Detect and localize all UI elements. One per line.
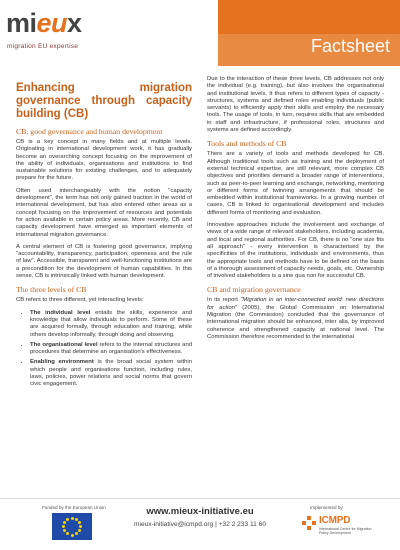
- list-item: • The organisational level refers to the internal structures and procedures that determine an organisation's effectiveness.: [30, 342, 192, 357]
- eu-star: [78, 529, 81, 532]
- paragraph: CB refers to three different, yet interacting levels:: [16, 297, 144, 304]
- section-heading-tools: Tools and methods of CB: [207, 139, 287, 149]
- icmpd-mark-icon: [302, 516, 316, 530]
- paragraph: Innovative approaches include the involvement and exchange of views of a wide range of relevant stakeholders, including academia, and local and regional authorities. For CB, there is no "one size fits all approach" - every intervention is characterised by the specificities of the institutions, individuals and environments, thus the appropriate tools and methods have to be defined on the basis of a thorough assessment of capacity needs, goals, etc. Ownership of involved stakeholders is a sine qua non for successful CB.: [207, 222, 384, 280]
- paragraph: Often used interchangeably with the notion "capacity development", the term has not only gained traction in the world of international development, but has also entered other areas as a concept focusing on the improvement of resources and potentials for action available in certain policy areas. More recently, CB and capacity development have emerged as important elements of international migration governance.: [16, 187, 192, 238]
- eu-star: [66, 532, 69, 535]
- logo-subtitle: migration EU expertise: [7, 43, 79, 50]
- eu-star: [75, 532, 78, 535]
- icmpd-logo: ICMPD International Centre for Migration Policy Development: [302, 514, 382, 542]
- implemented-by-label: Implemented by: [310, 505, 343, 510]
- right-column: [207, 76, 384, 346]
- eu-star: [71, 534, 74, 537]
- levels-list: [30, 310, 192, 389]
- page-title: Enhancing migration governance through capacity building (CB): [16, 82, 192, 120]
- footer-divider: [0, 498, 400, 499]
- section-heading-migration-governance: CB and migration governance: [207, 285, 301, 295]
- section-heading-cb-governance: CB, good governance and human development: [16, 127, 163, 136]
- list-item: • The individual level entails the skills, experience and knowledge that allow individuals to perform. Some of these are acquired formally, through education and training, while others develop informally, through doing and observing.: [30, 310, 192, 339]
- list-item: • Enabling environment is the broad social system within which people and organisations function, including rules, laws, policies, power relations and social norms that govern civic engagement.: [30, 359, 192, 388]
- paragraph: In its report "Migration in an inter-connected world: new directions for action" (2005), the Global Commission on International Migration (the Commission) concluded that the governance of international migration should be enhanced, inter alia, by improved coherence and strengthened capacity at national level. The Commission therefore recommended to the international: [207, 297, 384, 340]
- mieux-logo: mieux: [6, 8, 82, 38]
- funded-by-label: Funded by the European Union: [42, 505, 106, 510]
- website-link[interactable]: www.mieux-initiative.eu: [146, 506, 254, 517]
- paragraph: Due to the interaction of these three levels, CB addresses not only the individual (e.g. training), but also involves the organisational and institutional levels. It thus refers to different types of capacity - structures, systems and defined roles enabling individuals (public servants) to efficiently apply their skills and employ the necessary tools. The usage of tools, in turn, requires skills that are embedded in staff and infrastructure, if professional roles, structures and systems are defined accordingly.: [207, 76, 384, 134]
- contact-info: mieux-initiative@icmpd.org | +32 2 233 11 60: [134, 521, 266, 528]
- paragraph: CB is a key concept in many fields and at multiple levels. Originating in international development work, it has gradually become an overarching concept focusing on the improvement of the ability of individuals, organisations and institutions to find sustainable solutions for existing challenges, and to adequately prepare for the future.: [16, 139, 192, 182]
- section-heading-three-levels: The three levels of CB: [16, 285, 87, 295]
- header: [0, 0, 400, 66]
- left-column: [16, 82, 192, 392]
- paragraph: A central element of CB is fostering good governance, implying "accountability, transparency, participation, openness and the rule of law". Accessible, transparent and well-functioning institutions are a precondition for the development of human capabilities. In this sense, CB is intrinsically linked with human development.: [16, 243, 192, 280]
- paragraph: There are a variety of tools and methods developed for CB. Although traditional tools such as training and the deployment of external technical expertise, are still relevant, more complex CB objectives and priorities demand a broader range of interventions, such as peer-to-peer learning and exchange, networking, mentoring or different forms of twinning arrangements that should be embedded within institutional frameworks. In a growing number of cases, CB is linked to organisational development and includes different forms of monitoring and evaluation.: [207, 151, 384, 216]
- banner-title: Factsheet: [310, 36, 390, 56]
- factsheet-banner: [218, 0, 400, 66]
